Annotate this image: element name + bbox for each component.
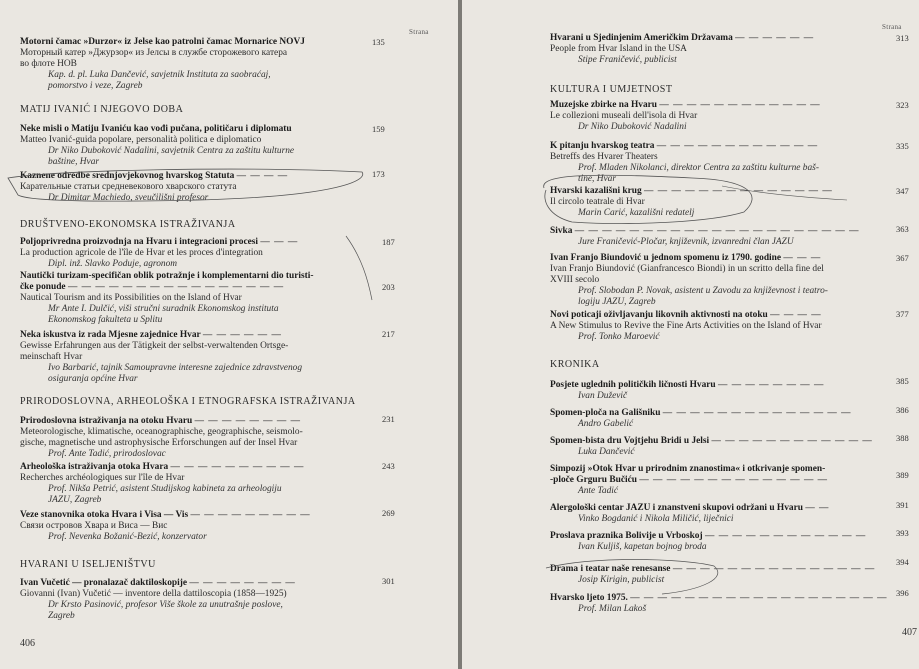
page-number: 159: [372, 124, 385, 134]
page-number: 135: [372, 37, 385, 47]
toc-entry[interactable]: [550, 253, 828, 308]
entry-title: Simpozij »Otok Hvar u prirodnim znanostima« i otkrivanje spomen-: [550, 464, 826, 474]
leader-dots: — — — — — — — —: [717, 380, 825, 390]
leader-dots: — — — — — — — — — — — — — — — — — — — — —: [574, 226, 860, 236]
entry-title: [20, 578, 296, 589]
page-number: 388: [896, 433, 909, 443]
leader-dots: — — — — — — — — — — — — — — — —: [67, 282, 285, 292]
entry-author: Ekonomskog fakulteta u Splitu: [48, 315, 163, 325]
entry-title-text: Spomen-bista dru Vojtjehu Bridi u Jelsi: [550, 436, 710, 446]
toc-entry[interactable]: [550, 141, 819, 185]
entry-title: Neke misli o Matiju Ivaniću kao vođi pučana, političaru i diplomatu: [20, 124, 292, 134]
entry-subtitle: A New Stimulus to Revive the Fine Arts Activities on the Island of Hvar: [550, 321, 822, 331]
entry-title: [20, 237, 298, 248]
page-number: 335: [896, 141, 909, 151]
entry-title: [550, 100, 821, 111]
section-heading: HVARANI U ISELJENIŠTVU: [20, 559, 156, 570]
entry-author: Andro Gabelić: [578, 419, 634, 429]
entry-title: [550, 253, 828, 264]
leader-dots: — — — — — — — — — — — — — — — — — — —: [630, 593, 888, 603]
entry-title-text: Ivan Vučetić — pronalazač daktiloskopije: [20, 578, 188, 588]
section-heading: PRIRODOSLOVNA, ARHEOLOŠKA I ETNOGRAFSKA ISTRAŽIVANJA: [20, 396, 356, 407]
page-number: 391: [896, 500, 909, 510]
entry-author: Prof. Mladen Nikolanci, direktor Centra za zaštitu kulturne baš-: [578, 163, 819, 173]
entry-title-text: K pitanju hvarskog teatra: [550, 141, 655, 151]
entry-title-text: -ploče Grguru Bučiću: [550, 475, 637, 485]
entry-title: [20, 462, 304, 473]
entry-title-text: Proslava praznika Bolivije u Vrboskoj: [550, 531, 703, 541]
leader-dots: — — — —: [236, 171, 289, 181]
entry-author: Kap. d. pl. Luka Dančević, savjetnik Instituta za saobraćaj,: [48, 70, 271, 80]
entry-title: [550, 380, 824, 391]
page-number: 347: [896, 186, 909, 196]
entry-title: [550, 141, 819, 152]
page-number: 386: [896, 405, 909, 415]
leader-dots: — — — — — —: [202, 330, 282, 340]
entry-title-text: Sivka: [550, 226, 573, 236]
page-number: 323: [896, 100, 909, 110]
page-number: 269: [382, 508, 395, 518]
entry-title: [550, 33, 814, 44]
entry-subtitle: Gewisse Erfahrungen aus der Tätigkeit der selbst-verwaltenden Ortsge-: [20, 341, 289, 351]
entry-author: tine, Hvar: [578, 174, 617, 184]
page-number: 367: [896, 253, 909, 263]
toc-entry[interactable]: [20, 171, 288, 204]
entry-author: Luka Dančević: [578, 447, 635, 457]
entry-title: [550, 226, 860, 237]
entry-author: Dr Dimitar Machiedo, sveučilišni profesor: [48, 193, 209, 203]
toc-entry[interactable]: [20, 462, 304, 506]
entry-title: [550, 531, 866, 542]
entry-subtitle: Связи островов Хвара и Виса — Вис: [20, 521, 168, 531]
page-number: 217: [382, 329, 395, 339]
toc-entry[interactable]: [550, 380, 824, 402]
entry-author: Prof. Nevenka Božanić-Bezić, konzervator: [48, 532, 207, 542]
leader-dots: — — —: [260, 237, 299, 247]
leader-dots: — — — — — — — — — — — — — —: [644, 186, 833, 196]
entry-subtitle: Моторный катер »Джурзор« из Јелсы в службе сторожевого катера: [20, 48, 288, 58]
entry-title: [550, 310, 822, 321]
entry-author: Dr Krsto Pasinović, profesor Više škole za unutrašnje poslove,: [48, 600, 283, 610]
entry-author: Ivan Duževič: [578, 391, 628, 401]
leader-dots: — — — — — — — — — — — —: [656, 141, 819, 151]
leader-dots: — — — — — — — — — — — — — —: [662, 408, 852, 418]
entry-subtitle: La production agricole de l'île de Hvar et les proces d'integration: [20, 248, 263, 258]
entry-author: Dr Niko Duboković Nadalini, savjetnik Centra za zaštitu kulturne: [48, 146, 295, 156]
toc-entry[interactable]: [20, 271, 313, 326]
entry-subtitle: People from Hvar Island in the USA: [550, 44, 687, 54]
entry-author: Mr Ante I. Dulčić, viši stručni suradnik Ekonomskog instituta: [48, 304, 279, 314]
entry-title: [550, 564, 875, 575]
entry-title-text: Novi poticaji oživljavanju likovnih aktivnosti na otoku: [550, 310, 768, 320]
toc-entry[interactable]: [550, 100, 821, 133]
strana-label: Strana: [409, 28, 429, 36]
toc-entry[interactable]: [550, 531, 866, 553]
entry-author: Prof. Tonko Maroević: [578, 332, 660, 342]
toc-entry[interactable]: [550, 408, 852, 430]
entry-title-text: Hvarani u Sjedinjenim Američkim Državama: [550, 33, 733, 43]
page-number: 173: [372, 169, 385, 179]
entry-title-text: Hvarski kazališni krug: [550, 186, 642, 196]
toc-entry[interactable]: [20, 416, 303, 460]
entry-title-text: Ivan Franjo Biundović u jednom spomenu iz 1790. godine: [550, 253, 782, 263]
entry-title-text: Spomen-ploča na Gališniku: [550, 408, 661, 418]
entry-author: Vinko Bogdanić i Nikola Miličić, liječnici: [578, 514, 734, 524]
entry-author: Ivo Barbarić, tajnik Samoupravne interesne zajednice zdravstvenog: [48, 363, 303, 373]
leader-dots: — — — — — — — — — — — — — —: [639, 475, 829, 485]
entry-title-text: Posjete uglednih političkih ličnosti Hvaru: [550, 380, 716, 390]
section-heading: KRONIKA: [550, 359, 600, 370]
entry-subtitle: meinschaft Hvar: [20, 352, 83, 362]
entry-author: Ivan Kuljiš, kapetan bojnog broda: [578, 542, 707, 552]
entry-author: Prof. Nikša Petrić, asistent Studijskog kabineta za arheologiju: [48, 484, 282, 494]
entry-title: [20, 282, 313, 293]
entry-title: [20, 171, 288, 182]
toc-entry[interactable]: [550, 436, 873, 458]
toc-entry[interactable]: [20, 578, 296, 622]
entry-subtitle: Giovanni (Ivan) Vučetić — inventore della dattiloscopia (1858—1925): [20, 589, 287, 599]
entry-title-text: čke ponude: [20, 282, 66, 292]
right-page: [462, 0, 919, 669]
entry-author: Stipe Franičević, publicist: [578, 55, 677, 65]
leader-dots: — — — — — — — — — — — —: [711, 436, 873, 446]
entry-author: pomorstvo i veze, Zagreb: [48, 81, 143, 91]
entry-author: JAZU, Zagreb: [48, 495, 102, 505]
entry-subtitle: Matteo Ivanić-guida popolare, personalità politica e diplomatico: [20, 135, 262, 145]
entry-title-text: Arheološka istraživanja otoka Hvara: [20, 462, 169, 472]
folio-number: 407: [902, 627, 917, 638]
entry-title: Motorni čamac »Durzor« iz Jelse kao patrolni čamac Mornarice NOVJ: [20, 37, 305, 47]
entry-subtitle: во флоте НОВ: [20, 59, 77, 69]
folio-number: 406: [20, 638, 35, 649]
page-number: 231: [382, 414, 395, 424]
toc-entry[interactable]: [20, 330, 302, 385]
page-number: 203: [382, 282, 395, 292]
entry-title-text: Poljoprivredna proizvodnja na Hvaru i integracioni procesi: [20, 237, 259, 247]
entry-title-text: Neka iskustva iz rada Mjesne zajednice Hvar: [20, 330, 201, 340]
toc-entry[interactable]: [550, 464, 828, 497]
page-number: 313: [896, 33, 909, 43]
toc-entry[interactable]: [550, 226, 860, 248]
entry-subtitle: Meteorologische, klimatische, oceanographische, geographische, seismolo-: [20, 427, 303, 437]
toc-entry[interactable]: [550, 564, 875, 586]
entry-title: [550, 408, 852, 419]
toc-entry[interactable]: [550, 310, 822, 343]
entry-title: [20, 330, 302, 341]
entry-author: Josip Kirigin, publicist: [578, 575, 665, 585]
entry-subtitle: Карательные статьи средневекового хварского статута: [20, 182, 237, 192]
entry-title-text: Muzejske zbirke na Hvaru: [550, 100, 658, 110]
entry-title-text: Hvarsko ljeto 1975.: [550, 593, 628, 603]
leader-dots: — — — — — — — — —: [190, 510, 311, 520]
entry-title-text: Prirodoslovna istraživanja na otoku Hvaru: [20, 416, 193, 426]
toc-entry[interactable]: [20, 37, 305, 92]
leader-dots: — — — — — — — —: [189, 578, 296, 588]
entry-title-text: Veze stanovnika otoka Hvara i Visa — Vis: [20, 510, 189, 520]
section-heading: MATIJ IVANIĆ I NJEGOVO DOBA: [20, 104, 184, 115]
section-heading: KULTURA I UMJETNOST: [550, 84, 673, 95]
entry-subtitle: Recherches archéologiques sur l'île de Hvar: [20, 473, 185, 483]
page-number: 187: [382, 237, 395, 247]
entry-author: osiguranja općine Hvar: [48, 374, 138, 384]
entry-title: [550, 503, 829, 514]
entry-author: Marin Carić, kazališni redatelj: [578, 208, 695, 218]
entry-author: Dipl. inž. Slavko Poduje, agronom: [48, 259, 178, 269]
entry-title: [550, 186, 833, 197]
section-heading: DRUŠTVENO-EKONOMSKA ISTRAŽIVANJA: [20, 219, 236, 230]
entry-author: Prof. Ante Tadić, prirodoslovac: [48, 449, 166, 459]
toc-entry[interactable]: [550, 503, 829, 525]
leader-dots: — — — — — — — — — — — —: [659, 100, 821, 110]
page-number: 385: [896, 376, 909, 386]
toc-entry[interactable]: [20, 510, 311, 543]
page-number: 389: [896, 470, 909, 480]
leader-dots: — — —: [783, 253, 822, 263]
entry-author: Zagreb: [48, 611, 75, 621]
toc-entry[interactable]: [550, 33, 814, 66]
leader-dots: — — — —: [770, 310, 822, 320]
entry-subtitle: Ivan Franjo Biundović (Gianfrancesco Biondi) in un scritto della fine del: [550, 264, 824, 274]
strana-label: Strana: [882, 23, 902, 31]
entry-author: Ante Tadić: [578, 486, 619, 496]
entry-subtitle: Nautical Tourism and its Possibilities on the Island of Hvar: [20, 293, 242, 303]
entry-author: logiju JAZU, Zagreb: [578, 297, 656, 307]
entry-subtitle: gische, magnetische und astrophysische Erforschungen auf der Insel Hvar: [20, 438, 298, 448]
entry-subtitle: Il circolo teatrale di Hvar: [550, 197, 645, 207]
entry-author: Prof. Slobodan P. Novak, asistent u Zavodu za književnost i teatro-: [578, 286, 828, 296]
page-number: 301: [382, 576, 395, 586]
toc-entry[interactable]: [550, 186, 833, 219]
entry-author: Jure Franičević-Pločar, književnik, izvanredni član JAZU: [578, 237, 794, 247]
left-page: [0, 0, 458, 669]
page-number: 393: [896, 528, 909, 538]
entry-title-text: Alergološki centar JAZU i znanstveni skupovi održani u Hvaru: [550, 503, 803, 513]
entry-subtitle: Betreffs des Hvarer Theaters: [550, 152, 658, 162]
pen-stroke-mark: [346, 236, 372, 300]
entry-title: Nautički turizam-specifičan oblik potražnje i komplementarni dio turisti-: [20, 271, 314, 281]
leader-dots: — — — — — — — — — — — — — — —: [672, 564, 876, 574]
entry-subtitle: XVIII secolo: [550, 275, 600, 285]
toc-entry[interactable]: [20, 124, 294, 168]
page-number: 394: [896, 557, 909, 567]
entry-author: Prof. Milan Lakoš: [578, 604, 647, 614]
leader-dots: — — — — — — — — — — — —: [704, 531, 867, 541]
entry-author: baštine, Hvar: [48, 157, 100, 167]
entry-title: [20, 510, 311, 521]
leader-dots: — — — — — — — —: [194, 416, 301, 426]
entry-title: [550, 436, 873, 447]
leader-dots: — —: [805, 503, 830, 513]
entry-author: Dr Niko Duboković Nadalini: [578, 122, 687, 132]
entry-subtitle: Le collezioni museali dell'isola di Hvar: [550, 111, 698, 121]
toc-entry[interactable]: [550, 593, 888, 615]
toc-entry[interactable]: [20, 237, 298, 270]
entry-title: [550, 593, 888, 604]
leader-dots: — — — — — —: [735, 33, 815, 43]
page-number: 363: [896, 224, 909, 234]
page-number: 243: [382, 461, 395, 471]
leader-dots: — — — — — — — — — —: [170, 462, 305, 472]
entry-title-text: Drama i teatar naše renesanse: [550, 564, 671, 574]
page-number: 377: [896, 309, 909, 319]
entry-title: [550, 475, 828, 486]
entry-title: [20, 416, 303, 427]
page-number: 396: [896, 588, 909, 598]
entry-title-text: Kaznene odredbe srednjovjekovnog hvarskog Statuta: [20, 171, 235, 181]
